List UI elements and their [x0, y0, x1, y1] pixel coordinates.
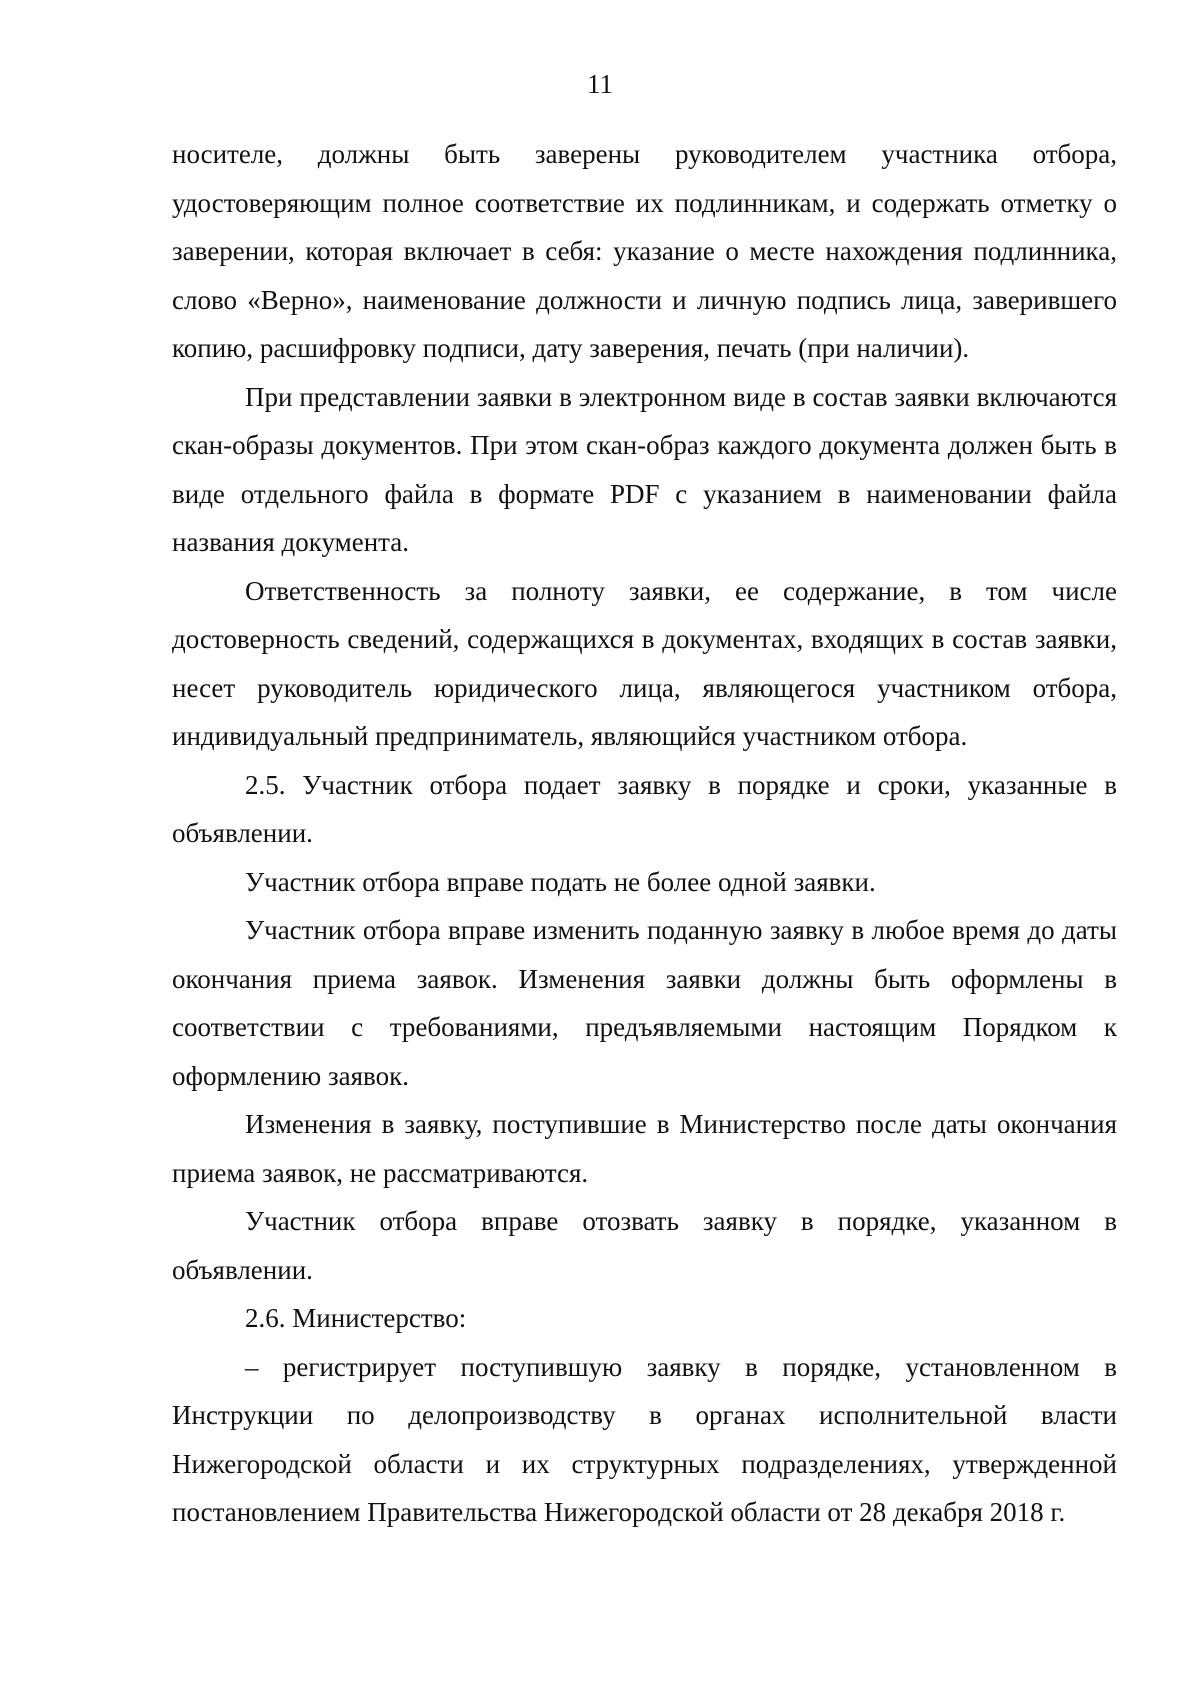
paragraph-2-6-heading: 2.6. Министерство:: [245, 1303, 467, 1333]
document-body: [172, 130, 1117, 1537]
paragraph-2-5: 2.5. Участник отбора подает заявку в порядке и сроки, указанные в объявлении.: [172, 769, 1117, 848]
paragraph-change-application: Участник отбора вправе изменить поданную заявку в любое время до даты окончания приема заявок. Изменения заявки должны быть оформлены в соответствии с требованиями, предъявляемыми настоящим Порядком к оформлению заявок.: [172, 915, 1117, 1091]
page-number: 11: [587, 69, 613, 99]
paragraph-registration: – регистрирует поступившую заявку в порядке, установленном в Инструкции по делопроизводству в органах исполнительной власти Нижегородской области и их структурных подразделениях, утвержденной постановлением Правительства Нижегородской области от 28 декабря 2018 г.: [172, 1351, 1117, 1527]
paragraph-one-application: Участник отбора вправе подать не более одной заявки.: [245, 866, 876, 897]
paragraph-continuation: носителе, должны быть заверены руководителем участника отбора, удостоверяющим полное соответствие их подлинникам, и содержать отметку о заверении, которая включает в себя: указание о месте нахождения подлинника, слово «Верно», наименование должности и личную подпись лица, заверившего копию, расшифровку подписи, дату заверения, печать (при наличии).: [172, 139, 1117, 363]
paragraph-late-changes: Изменения в заявку, поступившие в Министерство после даты окончания приема заявок, не рассматриваются.: [172, 1109, 1117, 1188]
paragraph-electronic-submission: При представлении заявки в электронном виде в состав заявки включаются скан-образы документов. При этом скан-образ каждого документа должен быть в виде отдельного файла в формате PDF с указанием в наименовании файла названия документа.: [172, 381, 1117, 557]
paragraph-responsibility: Ответственность за полноту заявки, ее содержание, в том числе достоверность сведений, содержащихся в документах, входящих в состав заявки, несет руководитель юридического лица, являющегося участником отбора, индивидуальный предприниматель, являющийся участником отбора.: [172, 575, 1117, 751]
paragraph-withdraw: Участник отбора вправе отозвать заявку в порядке, указанном в объявлении.: [172, 1206, 1117, 1285]
